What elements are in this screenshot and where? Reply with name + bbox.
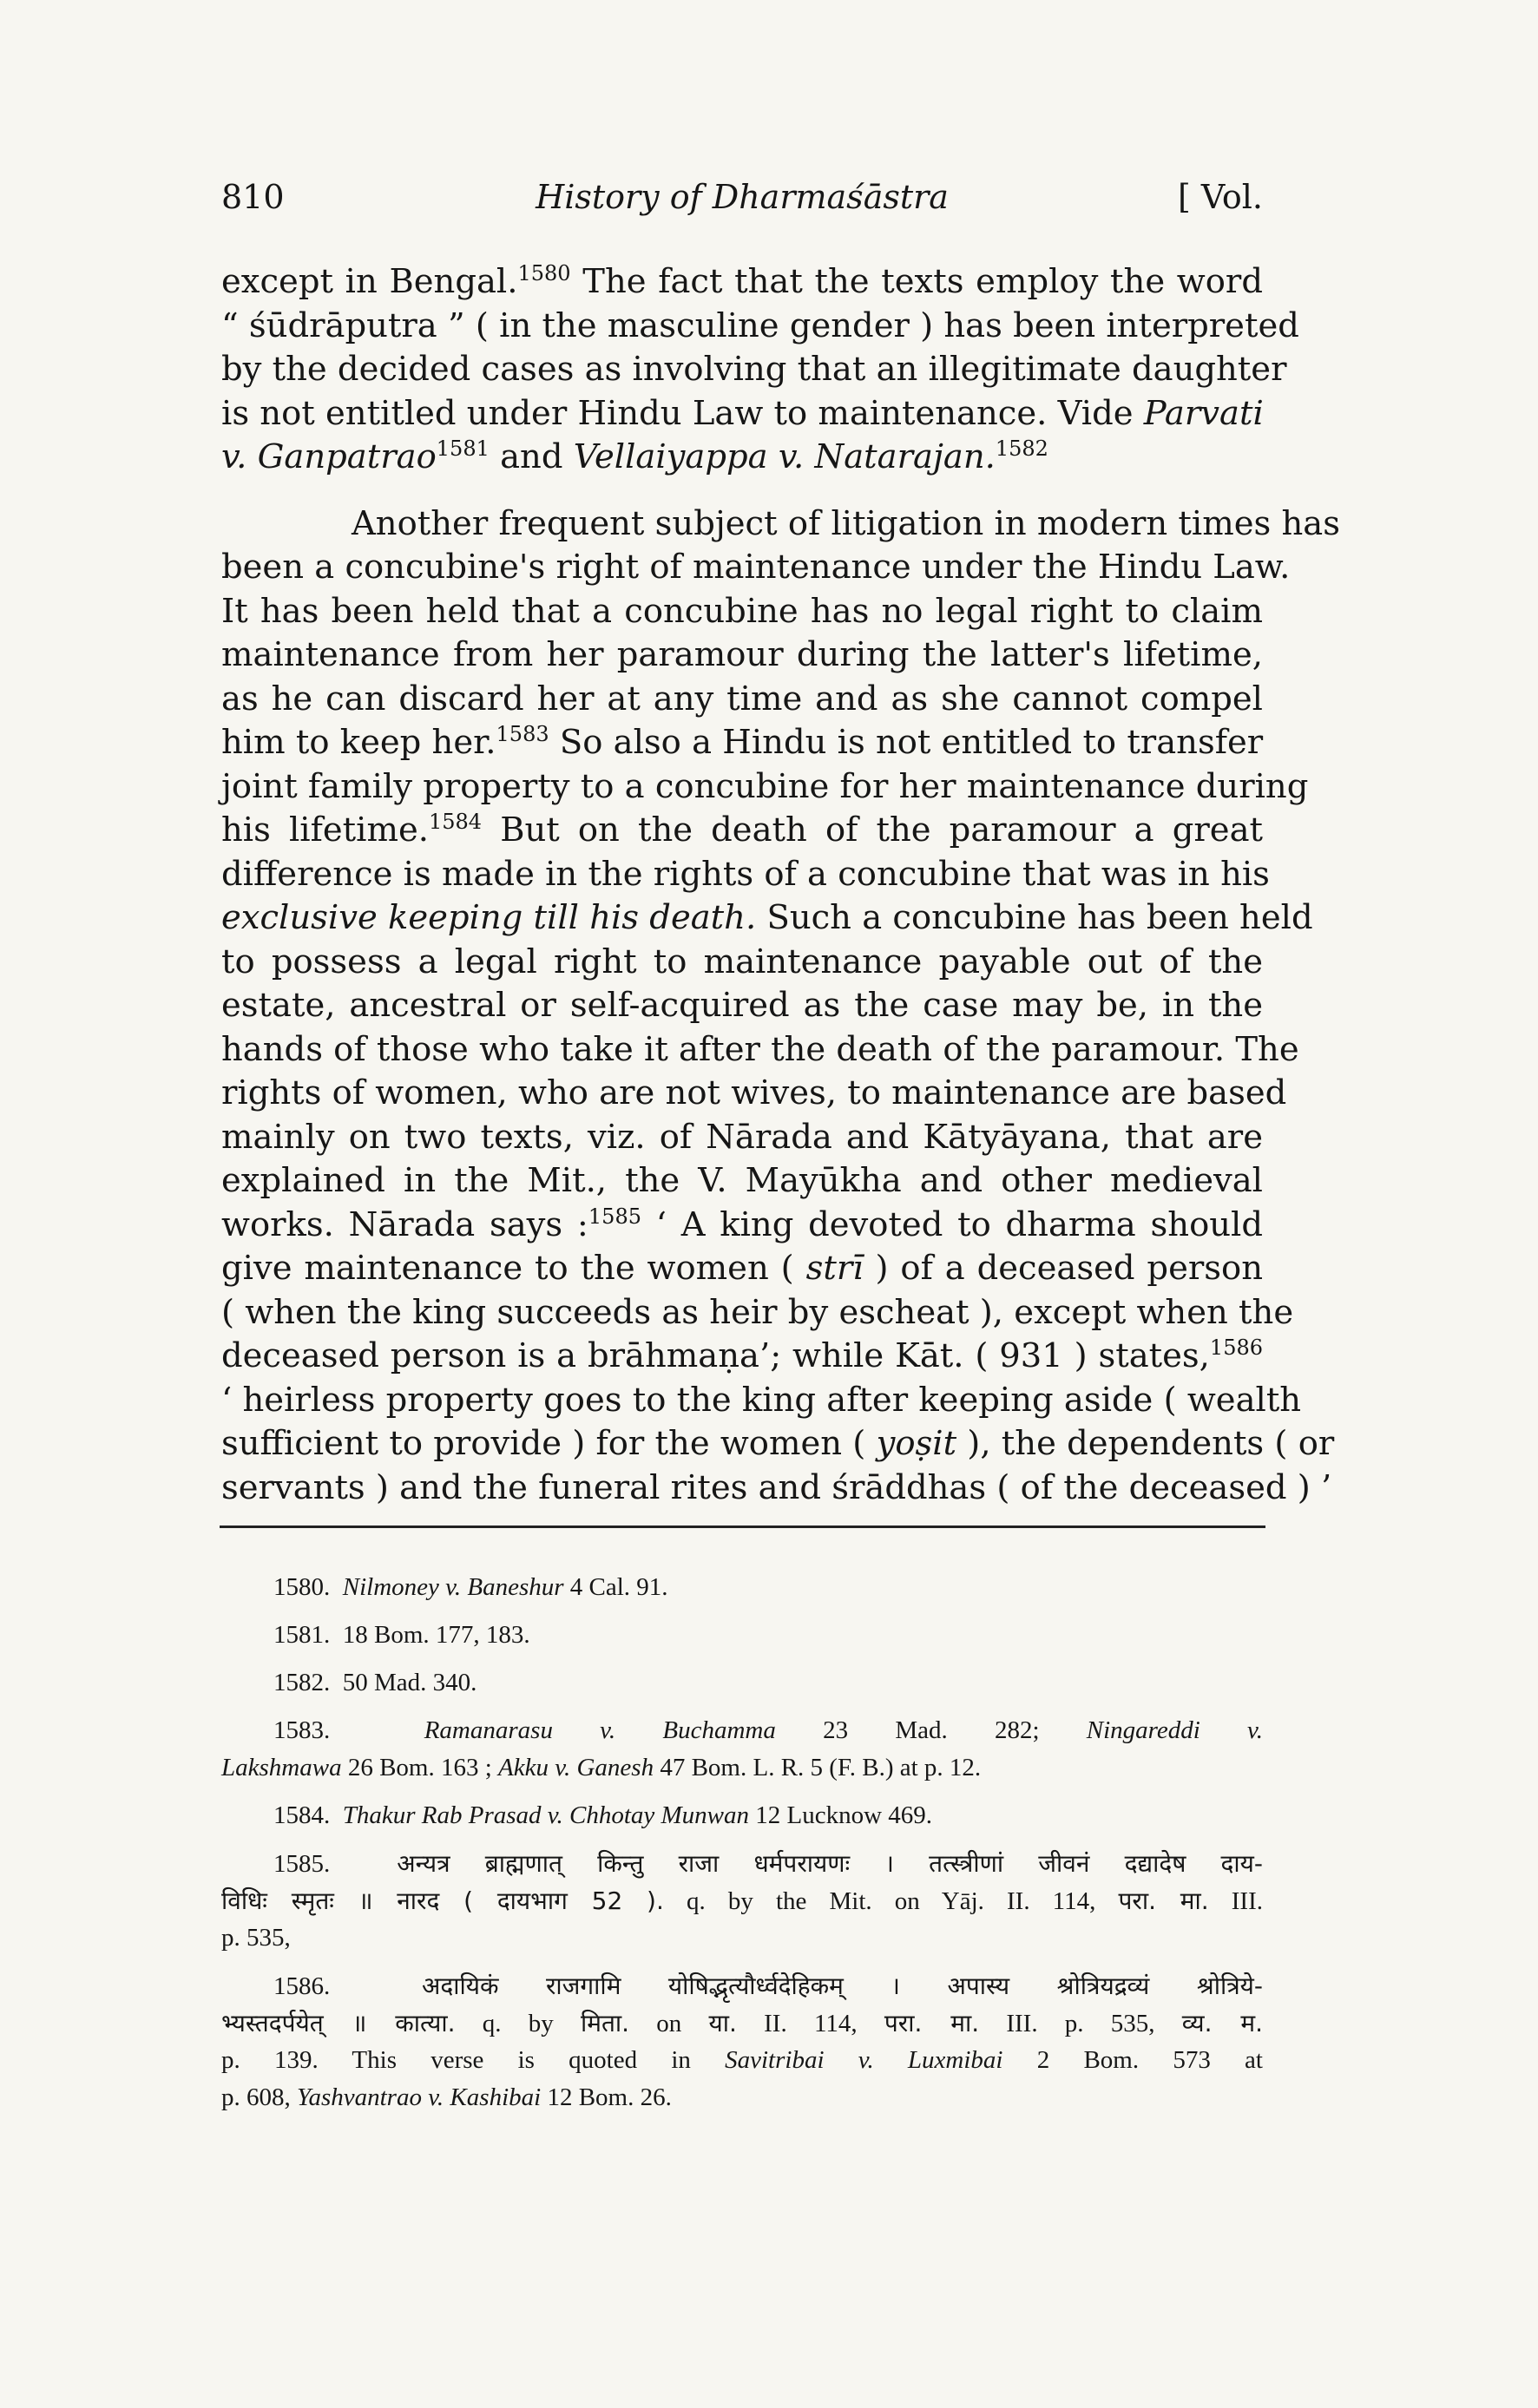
footnote-ref[interactable]: 1580	[517, 261, 571, 285]
text-line: except in Bengal.$^{1580}$ The fact that the texts employ the word	[221, 261, 1263, 301]
text-line: deceased person is a brāhmaṇa’; while Kāt. ( 931 ) states,$^{1586}$	[221, 1335, 1263, 1375]
text-line: “ śūdrāputra ” ( in the masculine gender ) has been interpreted	[221, 305, 1299, 345]
text-line: to possess a legal right to maintenance payable out of the	[221, 942, 1263, 981]
footnote-1582: 1582. 50 Mad. 340.	[273, 1669, 477, 1696]
text-line: works. Nārada says :$^{1585}$ ‘ A king devoted to dharma should	[221, 1204, 1263, 1244]
text-line: Another frequent subject of litigation in modern times has	[352, 503, 1340, 543]
running-header	[221, 178, 1263, 230]
footnote-ref[interactable]: 1584	[428, 810, 483, 834]
footnote-ref[interactable]: 1586	[1209, 1335, 1263, 1360]
text-line: mainly on two texts, viz. of Nārada and Kātyāyana, that are	[221, 1117, 1263, 1157]
footnote-1584: 1584. Thakur Rab Prasad v. Chhotay Munwan 12 Lucknow 469.	[273, 1801, 933, 1829]
text-line: rights of women, who are not wives, to maintenance are based	[221, 1073, 1287, 1112]
page-number: 810	[221, 178, 285, 216]
text-line: v. Ganpatrao$^{1581}$ and Vellaiyappa v. Natarajan.$^{1582}$	[221, 436, 1048, 476]
text-line: ( when the king succeeds as heir by escheat ), except when the	[221, 1292, 1294, 1332]
footnote-ref[interactable]: 1581	[436, 436, 490, 461]
volume-label: [ Vol.	[1178, 178, 1263, 216]
body-text	[221, 260, 1340, 1510]
text-line: ‘ heirless property goes to the king after keeping aside ( wealth	[221, 1380, 1302, 1420]
text-line: his lifetime.$^{1584}$ But on the death of the paramour a great	[221, 810, 1263, 850]
footnotes	[221, 1569, 1263, 2127]
footnote-ref[interactable]: 1582	[995, 436, 1048, 461]
text-line: hands of those who take it after the death of the paramour. The	[221, 1029, 1299, 1069]
text-line: him to keep her.$^{1583}$ So also a Hindu is not entitled to transfer	[221, 722, 1264, 762]
text-line: as he can discard her at any time and as she cannot compel	[221, 679, 1263, 718]
text-line: exclusive keeping till his death. Such a concubine has been held	[221, 898, 1313, 937]
text-line: estate, ancestral or self-acquired as the case may be, in the	[221, 986, 1263, 1025]
footnote-divider	[220, 1526, 1265, 1528]
text-line: It has been held that a concubine has no legal right to claim	[221, 591, 1263, 631]
text-line: difference is made in the rights of a concubine that was in his	[221, 854, 1270, 894]
text-line: sufficient to provide ) for the women ( yoṣit ), the dependents ( or	[221, 1424, 1335, 1463]
footnote-1581: 1581. 18 Bom. 177, 183.	[273, 1621, 530, 1649]
running-title: History of Dharmaśāstra	[536, 178, 949, 216]
text-line: joint family property to a concubine for her maintenance during	[221, 766, 1309, 806]
text-line: servants ) and the funeral rites and śrāddhas ( of the deceased ) ’	[221, 1467, 1332, 1507]
footnote-1585: 1585. अन्यत्र ब्राह्मणात् किन्तु राजा धर्मपरायणः । तत्स्त्रीणां जीवनं दद्यादेष दाय- विधिः स्मृतः ॥ नारद ( दायभाग 52 ). q. by the Mit. on Yāj. II. 114, परा. मा. III. p. 535,	[221, 1849, 1264, 1952]
text-line: is not entitled under Hindu Law to maintenance. Vide Parvati	[221, 393, 1264, 433]
text-line: maintenance from her paramour during the latter's lifetime,	[221, 635, 1263, 674]
footnote-1586: 1586. अदायिकं राजगामि योषिद्भृत्यौर्ध्वदेहिकम् । अपास्य श्रोत्रियद्रव्यं श्रोत्रिये- भ्यस्तदर्पयेत् ॥ कात्या. q. by मिता. on या. II. 114, परा. मा. III. p. 535, व्य. म. p. 139. This verse is quoted in Savitribai v. Luxmibai 2 Bom. 573 at p. 608, Yashvantrao v. Kashibai 12 Bom. 26.	[221, 1972, 1263, 2111]
footnote-ref[interactable]: 1583	[496, 722, 549, 746]
footnote-1580: 1580. Nilmoney v. Baneshur 4 Cal. 91.	[273, 1573, 668, 1601]
footnote-ref[interactable]: 1585	[588, 1204, 641, 1229]
text-line: been a concubine's right of maintenance under the Hindu Law.	[221, 548, 1291, 587]
text-line: by the decided cases as involving that an illegitimate daughter	[221, 350, 1287, 389]
text-line: give maintenance to the women ( strī ) of a deceased person	[221, 1249, 1263, 1288]
footnote-1583: 1583. Ramanarasu v. Buchamma 23 Mad. 282; Ningareddi v. Lakshmawa 26 Bom. 163 ; Akku v. Ganesh 47 Bom. L. R. 5 (F. B.) at p. 12.	[221, 1716, 1264, 1781]
text-line: explained in the Mit., the V. Mayūkha and other medieval	[221, 1161, 1263, 1200]
